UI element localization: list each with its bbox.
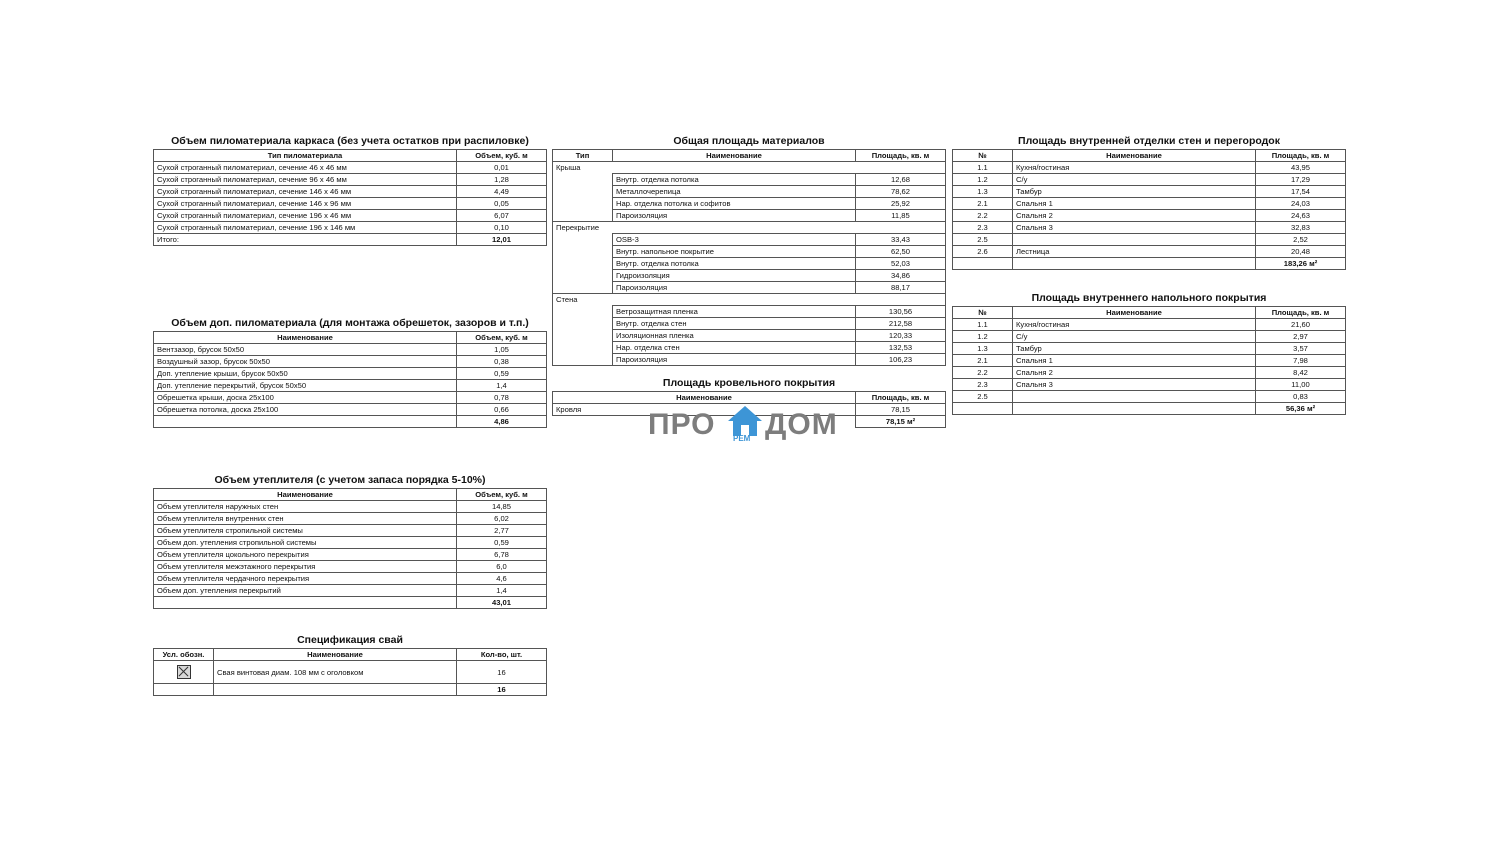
material-area: 106,23	[856, 354, 946, 366]
wall-finish-title: Площадь внутренней отделки стен и перегородок	[1018, 135, 1280, 147]
room-area: 8,42	[1256, 367, 1346, 379]
house-icon	[726, 404, 764, 438]
item-name: Обрешетка потолка, доска 25х100	[154, 404, 457, 416]
room-area: 7,98	[1256, 355, 1346, 367]
material-name: Внутр. напольное покрытие	[613, 246, 856, 258]
table-row	[154, 174, 547, 186]
insulation-block	[153, 474, 547, 609]
empty-cell	[553, 330, 613, 342]
room-area: 17,29	[1256, 174, 1346, 186]
total-value: 56,36 м²	[1256, 403, 1346, 415]
floor-cover-table	[952, 306, 1346, 415]
piles-table	[153, 648, 547, 696]
table-row	[154, 162, 547, 174]
group-row	[553, 222, 946, 234]
material-name: Пароизоляция	[613, 210, 856, 222]
table-row	[553, 234, 946, 246]
table-row	[553, 270, 946, 282]
table-row	[553, 306, 946, 318]
table-row	[154, 368, 547, 380]
item-name: Сухой строганный пиломатериал, сечение 196 х 46 мм	[154, 210, 457, 222]
col-header: Площадь, кв. м	[1256, 150, 1346, 162]
material-name: Ветрозащитная пленка	[613, 306, 856, 318]
empty-cell	[553, 306, 613, 318]
table-row	[553, 246, 946, 258]
table-row	[154, 392, 547, 404]
empty-cell	[953, 258, 1013, 270]
room-number: 1.1	[953, 162, 1013, 174]
table-row	[154, 573, 547, 585]
material-area: 11,85	[856, 210, 946, 222]
table-row	[953, 162, 1346, 174]
room-number: 1.3	[953, 186, 1013, 198]
logo-text-pro: ПРО	[648, 408, 716, 441]
material-name: Внутр. отделка потолка	[613, 258, 856, 270]
room-number: 1.1	[953, 319, 1013, 331]
item-value: 4,49	[457, 186, 547, 198]
material-area: 88,17	[856, 282, 946, 294]
item-name: Доп. утепление крыши, брусок 50х50	[154, 368, 457, 380]
material-name: Металлочерепица	[613, 186, 856, 198]
room-number: 2.5	[953, 234, 1013, 246]
table-row	[154, 585, 547, 597]
total-row	[154, 234, 547, 246]
extra-lumber-block	[153, 317, 547, 428]
empty-cell	[553, 318, 613, 330]
room-number: 1.2	[953, 331, 1013, 343]
col-header: Площадь, кв. м	[856, 150, 946, 162]
room-number: 2.2	[953, 210, 1013, 222]
room-name: Спальня 3	[1013, 222, 1256, 234]
col-header: Наименование	[1013, 307, 1256, 319]
total-row	[154, 684, 547, 696]
item-name: Сухой строганный пиломатериал, сечение 146 х 46 мм	[154, 186, 457, 198]
table-row	[553, 282, 946, 294]
material-name: OSB-3	[613, 234, 856, 246]
table-row	[953, 210, 1346, 222]
floor-cover-title: Площадь внутреннего напольного покрытия	[1031, 292, 1267, 304]
item-value: 0,66	[457, 404, 547, 416]
table-row	[154, 661, 547, 684]
insulation-table	[153, 488, 547, 609]
total-row	[953, 258, 1346, 270]
materials-title: Общая площадь материалов	[673, 135, 825, 147]
empty-cell	[953, 403, 1013, 415]
col-header: Наименование	[613, 150, 856, 162]
group-type: Перекрытие	[553, 222, 613, 234]
material-area: 130,56	[856, 306, 946, 318]
table-row	[154, 186, 547, 198]
table-row	[953, 222, 1346, 234]
item-value: 0,01	[457, 162, 547, 174]
pile-count: 16	[457, 661, 547, 684]
item-value: 1,4	[457, 380, 547, 392]
item-name: Объем утеплителя наружных стен	[154, 501, 457, 513]
room-area: 3,57	[1256, 343, 1346, 355]
pile-symbol-icon	[177, 665, 191, 679]
item-value: 0,38	[457, 356, 547, 368]
pile-name: Свая винтовая диам. 108 мм с оголовком	[214, 661, 457, 684]
item-name: Обрешетка крыши, доска 25х100	[154, 392, 457, 404]
item-value: 1,05	[457, 344, 547, 356]
item-value: 4,6	[457, 573, 547, 585]
item-name: Сухой строганный пиломатериал, сечение 96 х 46 мм	[154, 174, 457, 186]
table-row	[553, 330, 946, 342]
floor-cover-block	[952, 292, 1346, 415]
material-area: 34,86	[856, 270, 946, 282]
table-row	[953, 246, 1346, 258]
total-value: 4,86	[457, 416, 547, 428]
table-row	[154, 210, 547, 222]
room-area: 43,95	[1256, 162, 1346, 174]
empty-cell	[553, 270, 613, 282]
total-label	[154, 597, 457, 609]
table-row	[953, 186, 1346, 198]
col-header: Усл. обозн.	[154, 649, 214, 661]
item-name: Вентзазор, брусок 50х50	[154, 344, 457, 356]
item-value: 6,02	[457, 513, 547, 525]
empty-cell	[553, 282, 613, 294]
total-row	[154, 416, 547, 428]
table-row	[154, 501, 547, 513]
total-label	[154, 416, 457, 428]
room-number: 2.1	[953, 198, 1013, 210]
col-header: Площадь, кв. м	[856, 392, 946, 404]
lumber-volume-block	[153, 135, 547, 246]
room-number: 2.5	[953, 391, 1013, 403]
col-header: Площадь, кв. м	[1256, 307, 1346, 319]
room-name: С/у	[1013, 331, 1256, 343]
col-header: Тип пиломатериала	[154, 150, 457, 162]
material-area: 212,58	[856, 318, 946, 330]
item-name: Сухой строганный пиломатериал, сечение 196 х 146 мм	[154, 222, 457, 234]
total-row	[953, 403, 1346, 415]
col-header: Объем, куб. м	[457, 332, 547, 344]
material-name: Изоляционная пленка	[613, 330, 856, 342]
pro-dom-logo	[648, 402, 853, 446]
material-name: Нар. отделка потолка и софитов	[613, 198, 856, 210]
item-value: 14,85	[457, 501, 547, 513]
material-area: 25,92	[856, 198, 946, 210]
col-header: Объем, куб. м	[457, 150, 547, 162]
empty-cell	[553, 198, 613, 210]
room-name: Тамбур	[1013, 186, 1256, 198]
piles-block	[153, 634, 547, 696]
room-number: 1.2	[953, 174, 1013, 186]
room-area: 17,54	[1256, 186, 1346, 198]
table-row	[553, 258, 946, 270]
empty-cell	[613, 294, 946, 306]
empty-cell	[553, 186, 613, 198]
lumber-volume-title: Объем пиломатериала каркаса (без учета остатков при распиловке)	[171, 135, 529, 147]
item-value: 6,78	[457, 549, 547, 561]
materials-block	[552, 135, 946, 366]
table-row	[154, 549, 547, 561]
room-name	[1013, 234, 1256, 246]
material-area: 33,43	[856, 234, 946, 246]
item-name: Сухой строганный пиломатериал, сечение 46 х 46 мм	[154, 162, 457, 174]
col-header: №	[953, 150, 1013, 162]
room-name: Спальня 3	[1013, 379, 1256, 391]
empty-cell	[553, 258, 613, 270]
room-name: Спальня 2	[1013, 367, 1256, 379]
table-row	[953, 367, 1346, 379]
total-row	[154, 597, 547, 609]
roofing-total: 78,15 м²	[856, 416, 946, 428]
item-value: 0,78	[457, 392, 547, 404]
table-row	[154, 344, 547, 356]
col-header: Наименование	[154, 332, 457, 344]
empty-cell	[553, 354, 613, 366]
empty-cell	[553, 246, 613, 258]
room-number: 2.2	[953, 367, 1013, 379]
item-name: Доп. утепление перекрытий, брусок 50х50	[154, 380, 457, 392]
room-area: 24,03	[1256, 198, 1346, 210]
table-row	[953, 319, 1346, 331]
table-row	[154, 561, 547, 573]
item-name: Воздушный зазор, брусок 50х50	[154, 356, 457, 368]
col-header: Наименование	[154, 489, 457, 501]
piles-title: Спецификация свай	[297, 634, 403, 646]
material-area: 12,68	[856, 174, 946, 186]
group-row	[553, 294, 946, 306]
room-area: 32,83	[1256, 222, 1346, 234]
item-value: 1,28	[457, 174, 547, 186]
room-area: 24,63	[1256, 210, 1346, 222]
table-row	[953, 391, 1346, 403]
room-area: 20,48	[1256, 246, 1346, 258]
col-header: Наименование	[214, 649, 457, 661]
total-label: Итого:	[154, 234, 457, 246]
room-number: 1.3	[953, 343, 1013, 355]
logo-text-dom: ДОМ	[765, 408, 838, 441]
empty-cell	[553, 174, 613, 186]
table-row	[953, 343, 1346, 355]
table-row	[154, 380, 547, 392]
room-area: 0,83	[1256, 391, 1346, 403]
item-name: Объем утеплителя межэтажного перекрытия	[154, 561, 457, 573]
table-row	[154, 537, 547, 549]
roofing-title: Площадь кровельного покрытия	[662, 377, 836, 389]
item-value: 1,4	[457, 585, 547, 597]
total-value: 43,01	[457, 597, 547, 609]
table-row	[953, 174, 1346, 186]
material-area: 120,33	[856, 330, 946, 342]
item-value: 0,59	[457, 368, 547, 380]
room-number: 2.1	[953, 355, 1013, 367]
material-area: 78,62	[856, 186, 946, 198]
material-area: 52,03	[856, 258, 946, 270]
material-name: Пароизоляция	[613, 354, 856, 366]
room-name: Кухня/гостиная	[1013, 319, 1256, 331]
pile-total: 16	[457, 684, 547, 696]
table-row	[553, 318, 946, 330]
group-row	[553, 162, 946, 174]
item-value: 6,07	[457, 210, 547, 222]
room-name: С/у	[1013, 174, 1256, 186]
room-name	[1013, 391, 1256, 403]
item-value: 6,0	[457, 561, 547, 573]
empty-cell	[553, 210, 613, 222]
table-row	[154, 356, 547, 368]
empty-cell	[613, 162, 946, 174]
table-row	[953, 355, 1346, 367]
room-name: Спальня 1	[1013, 198, 1256, 210]
room-area: 2,52	[1256, 234, 1346, 246]
room-area: 2,97	[1256, 331, 1346, 343]
table-row	[154, 222, 547, 234]
table-row	[154, 198, 547, 210]
material-name: Пароизоляция	[613, 282, 856, 294]
empty-cell	[553, 342, 613, 354]
item-value: 0,10	[457, 222, 547, 234]
roofing-area: 78,15	[856, 404, 946, 416]
table-row	[553, 354, 946, 366]
empty-cell	[1013, 258, 1256, 270]
table-row	[953, 234, 1346, 246]
col-header: Объем, куб. м	[457, 489, 547, 501]
empty-cell	[553, 234, 613, 246]
room-name: Тамбур	[1013, 343, 1256, 355]
room-name: Кухня/гостиная	[1013, 162, 1256, 174]
material-name: Нар. отделка стен	[613, 342, 856, 354]
col-header: Наименование	[553, 392, 856, 404]
room-name: Спальня 1	[1013, 355, 1256, 367]
col-header: Наименование	[1013, 150, 1256, 162]
table-row	[953, 198, 1346, 210]
item-name: Объем утеплителя чердачного перекрытия	[154, 573, 457, 585]
materials-table	[552, 149, 946, 366]
col-header: Тип	[553, 150, 613, 162]
item-value: 0,05	[457, 198, 547, 210]
room-area: 11,00	[1256, 379, 1346, 391]
roofing-name: Кровля	[553, 404, 856, 416]
lumber-volume-table	[153, 149, 547, 246]
pile-symbol-cell	[154, 661, 214, 684]
item-name: Объем утеплителя внутренних стен	[154, 513, 457, 525]
material-name: Внутр. отделка потолка	[613, 174, 856, 186]
wall-finish-block	[952, 135, 1346, 270]
logo-text-rem: РЕМ	[733, 434, 751, 443]
material-name: Внутр. отделка стен	[613, 318, 856, 330]
room-number: 2.6	[953, 246, 1013, 258]
group-type: Стена	[553, 294, 613, 306]
item-name: Объем доп. утепления перекрытий	[154, 585, 457, 597]
item-name: Сухой строганный пиломатериал, сечение 146 х 96 мм	[154, 198, 457, 210]
item-name: Объем утеплителя цокольного перекрытия	[154, 549, 457, 561]
table-row	[154, 513, 547, 525]
room-name: Лестница	[1013, 246, 1256, 258]
extra-lumber-table	[153, 331, 547, 428]
material-area: 132,53	[856, 342, 946, 354]
insulation-title: Объем утеплителя (с учетом запаса порядка 5-10%)	[214, 474, 486, 486]
table-row	[553, 210, 946, 222]
extra-lumber-title: Объем доп. пиломатериала (для монтажа обрешеток, зазоров и т.п.)	[171, 317, 529, 329]
room-number: 2.3	[953, 222, 1013, 234]
table-row	[953, 379, 1346, 391]
col-header: №	[953, 307, 1013, 319]
room-number: 2.3	[953, 379, 1013, 391]
item-value: 0,59	[457, 537, 547, 549]
material-area: 62,50	[856, 246, 946, 258]
table-row	[553, 342, 946, 354]
empty-cell	[1013, 403, 1256, 415]
table-row	[553, 198, 946, 210]
table-row	[553, 174, 946, 186]
total-value: 183,26 м²	[1256, 258, 1346, 270]
item-name: Объем доп. утепления стропильной системы	[154, 537, 457, 549]
room-name: Спальня 2	[1013, 210, 1256, 222]
total-value: 12,01	[457, 234, 547, 246]
table-row	[553, 186, 946, 198]
wall-finish-table	[952, 149, 1346, 270]
item-value: 2,77	[457, 525, 547, 537]
col-header: Кол-во, шт.	[457, 649, 547, 661]
table-row	[154, 404, 547, 416]
table-row	[154, 525, 547, 537]
empty-cell	[613, 222, 946, 234]
item-name: Объем утеплителя стропильной системы	[154, 525, 457, 537]
group-type: Крыша	[553, 162, 613, 174]
room-area: 21,60	[1256, 319, 1346, 331]
table-row	[953, 331, 1346, 343]
material-name: Гидроизоляция	[613, 270, 856, 282]
